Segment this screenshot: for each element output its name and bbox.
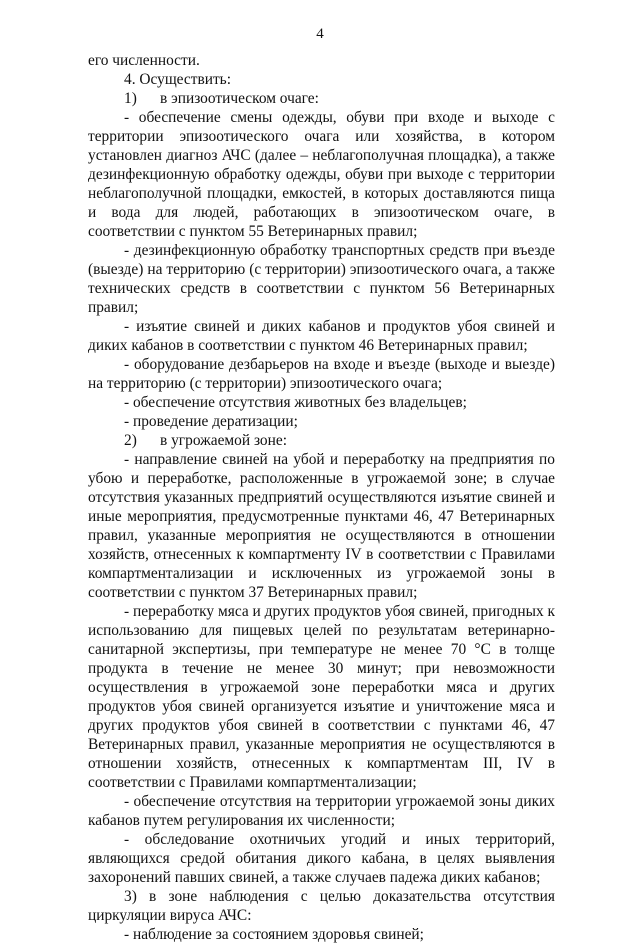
paragraph: - направление свиней на убой и переработку на предприятия по убою и переработке, расположенные в угрожаемой зоне; в случае отсутствия указанных предприятий осуществляются изъятие свиней и иные мероприятия, предусмотренные пунктами 46, 47 Ветеринарных правил, указанные мероприятия не осуществляются в отношении хозяйств, отнесенных к компартменту IV в соответствии с Правилами компартментализации и исключенных из угрожаемой зоны в соответствии с пунктом 37 Ветеринарных правил; <box>88 451 555 601</box>
list-heading <box>88 89 555 108</box>
paragraph: - обследование охотничьих угодий и иных территорий, являющихся средой обитания дикого кабана, в целях выявления захоронений павших свиней, а также случаев падежа диких кабанов; <box>88 831 555 886</box>
paragraph: - обеспечение отсутствия на территории угрожаемой зоны диких кабанов путем регулирования их численности; <box>88 793 555 829</box>
paragraph: - дезинфекционную обработку транспортных средств при въезде (выезде) на территорию (с территории) эпизоотического очага, а также технических средств в соответствии с пунктом 56 Ветеринарных правил; <box>88 242 555 316</box>
paragraph: - переработку мяса и других продуктов убоя свиней, пригодных к использованию для пищевых целей по результатам ветеринарно-санитарной экспертизы, при температуре не менее 70 °С в толще продукта в течение не менее 30 минут; при невозможности осуществления в угрожаемой зоне переработки мяса и других продуктов убоя свиней организуется изъятие и уничтожение мяса и других продуктов убоя свиней в соответствии с пунктами 46, 47 Ветеринарных правил, указанные мероприятия не осуществляются в отношении хозяйств, отнесенных к компартментам III, IV в соответствии с Правилами компартментализации; <box>88 603 555 791</box>
page-number: 4 <box>316 26 324 42</box>
list-heading <box>88 431 555 450</box>
paragraph: - наблюдение за состоянием здоровья свиней; <box>124 926 424 943</box>
paragraph: 4. Осуществить: <box>124 71 231 88</box>
paragraph: - проведение дератизации; <box>124 413 298 430</box>
paragraph: его численности. <box>88 52 200 69</box>
list-heading-text: в эпизоотическом очаге: <box>160 90 319 107</box>
paragraph: - обеспечение смены одежды, обуви при входе и выходе с территории эпизоотического очага или хозяйства, в котором установлен диагноз АЧС (далее – неблагополучная площадка), а также дезинфекционную обработку одежды, обуви при выходе с территории неблагополучной площадки, емкостей, в которых доставляются пища и вода для людей, работающих в эпизоотическом очаге, в соответствии с пунктом 55 Ветеринарных правил; <box>88 109 555 240</box>
paragraph: - изъятие свиней и диких кабанов и продуктов убоя свиней и диких кабанов в соответствии с пунктом 46 Ветеринарных правил; <box>88 318 555 354</box>
paragraph: - оборудование дезбарьеров на входе и въезде (выходе и выезде) на территорию (с территории) эпизоотического очага; <box>88 356 555 392</box>
paragraph: - обеспечение отсутствия животных без владельцев; <box>124 394 467 411</box>
document-body <box>88 51 555 944</box>
paragraph: 3) в зоне наблюдения с целью доказательства отсутствия циркуляции вируса АЧС: <box>88 888 555 924</box>
list-heading-text: в угрожаемой зоне: <box>160 432 287 449</box>
list-number: 2) <box>124 432 137 449</box>
list-number: 1) <box>124 90 137 107</box>
